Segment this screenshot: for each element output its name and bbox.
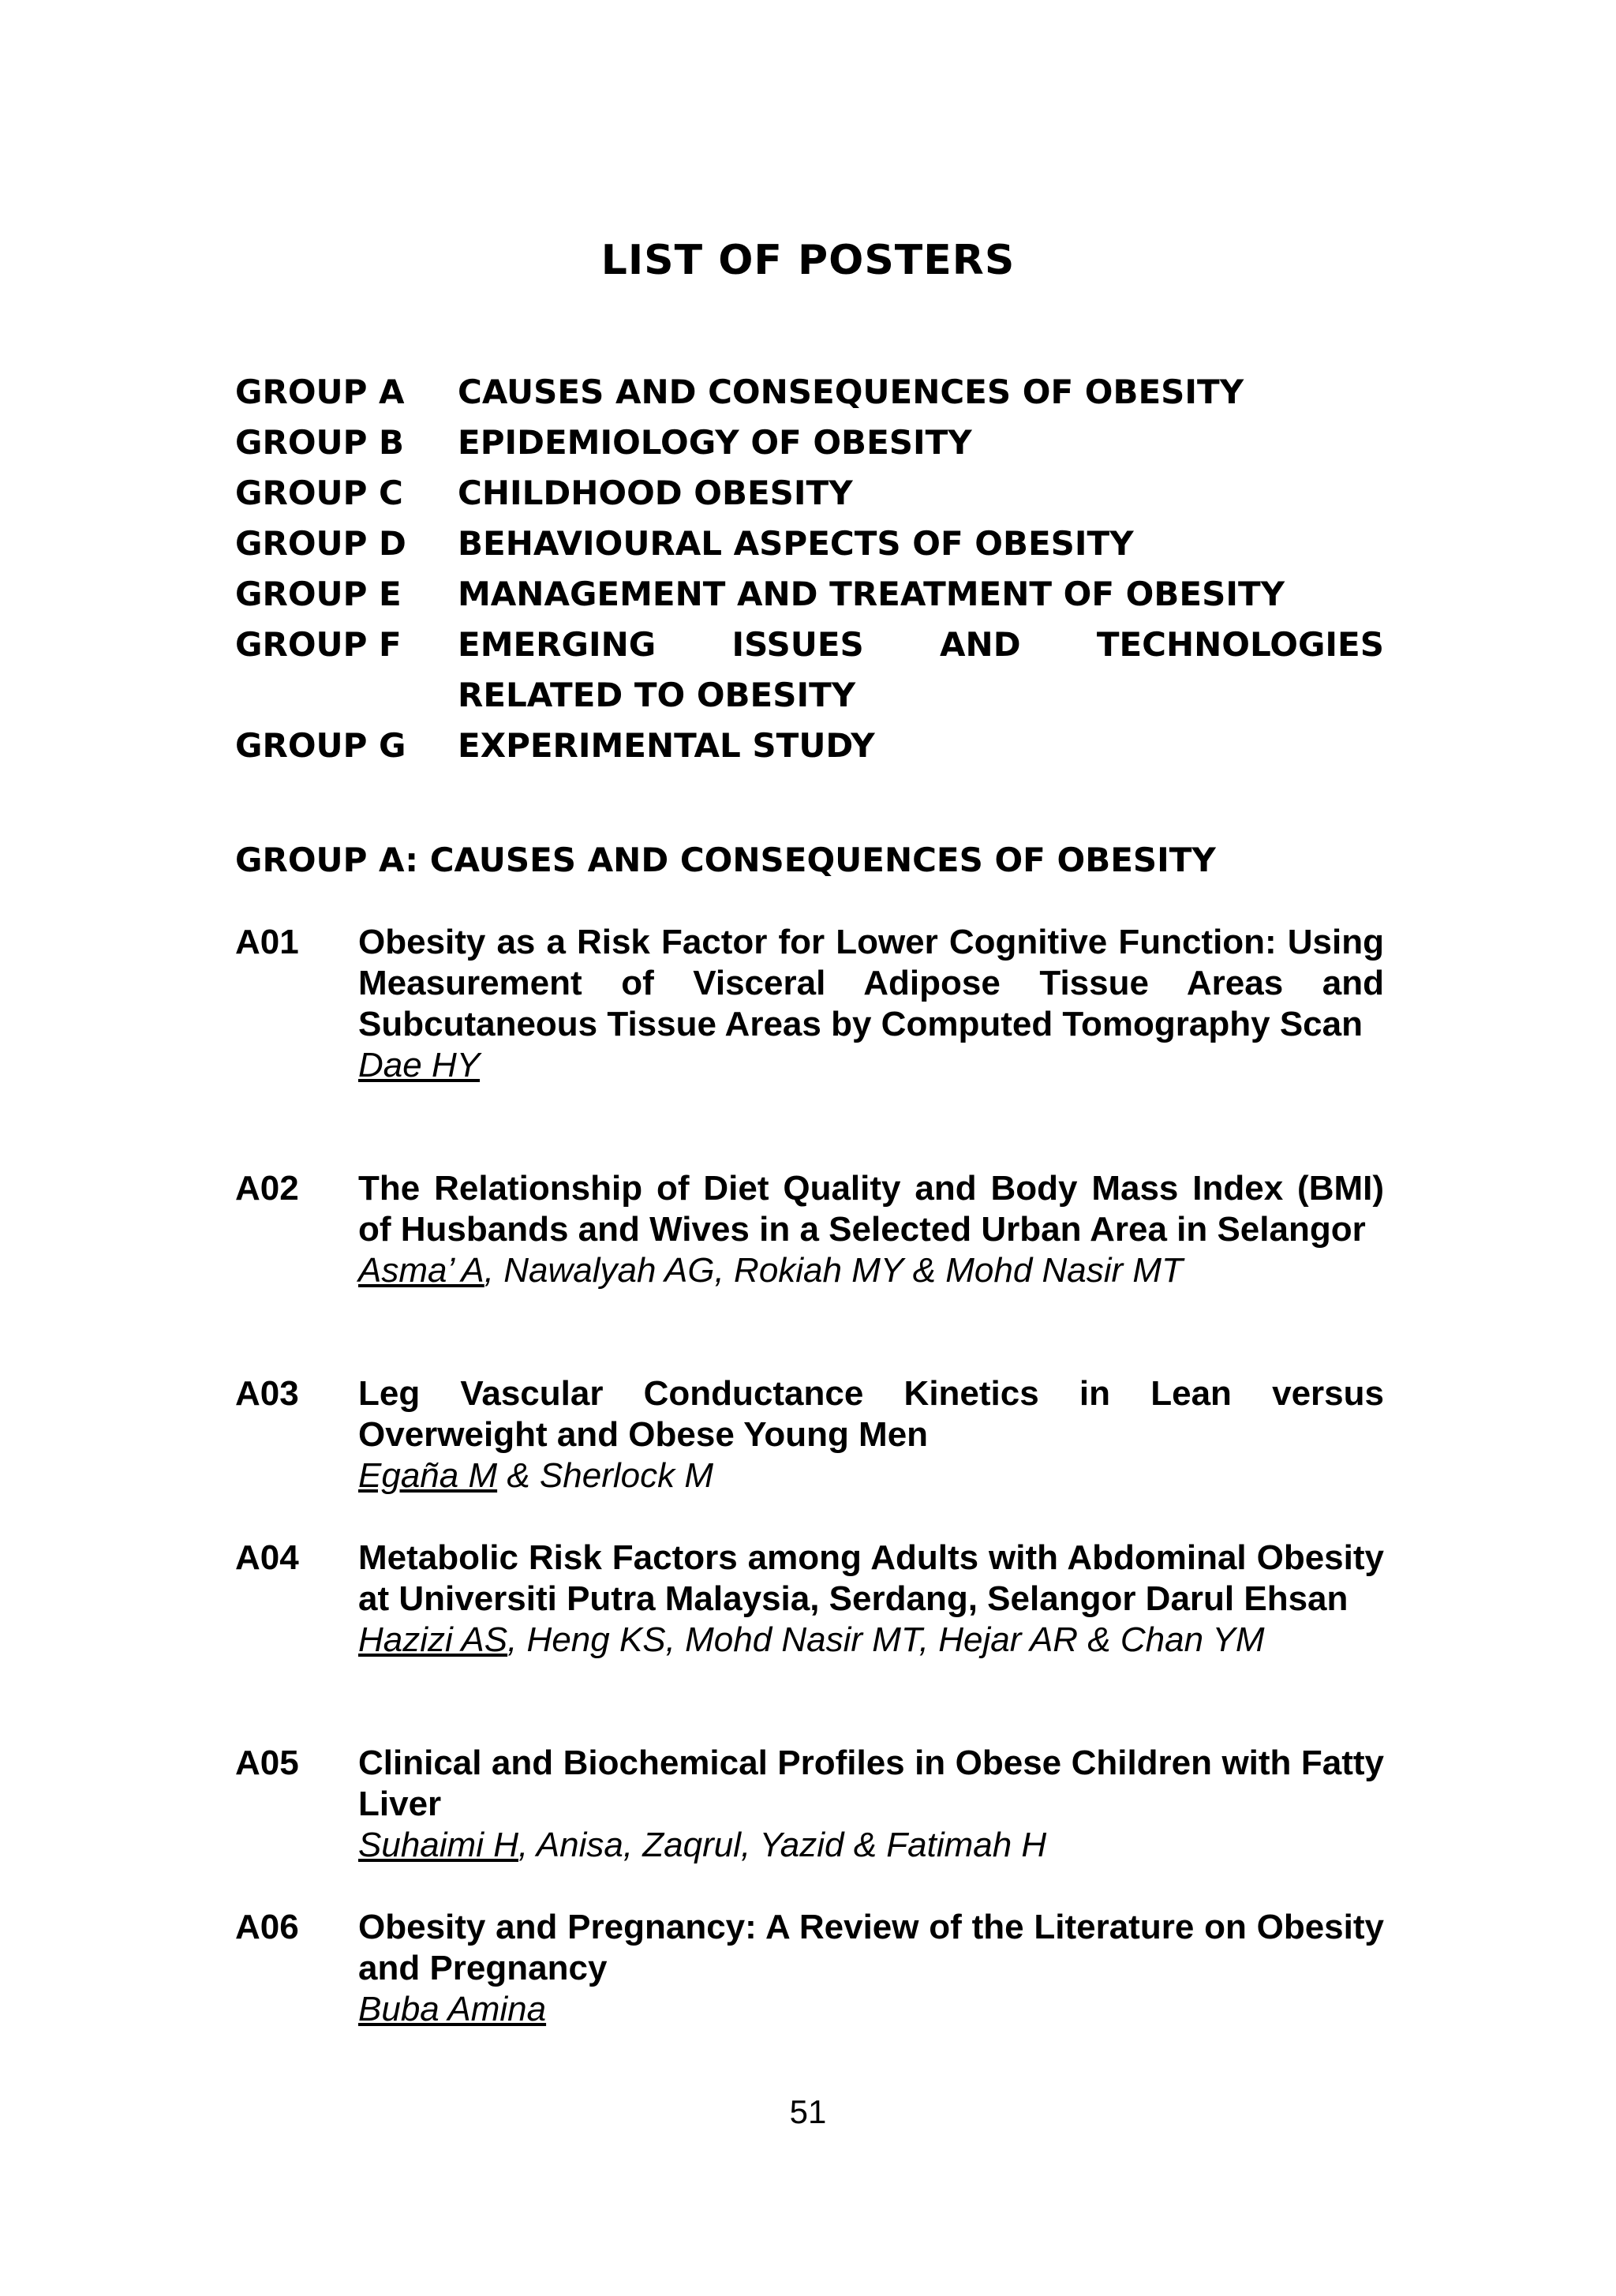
group-title: EXPERIMENTAL STUDY <box>458 726 875 765</box>
coauthor-names: , Nawalyah AG, Rokiah MY & Mohd Nasir MT <box>484 1251 1183 1290</box>
group-code-spacer <box>235 670 458 721</box>
poster-authors <box>358 1250 1384 1291</box>
group-title-line-2: RELATED TO OBESITY <box>458 676 856 714</box>
group-code: GROUP E <box>235 575 402 613</box>
group-code: GROUP G <box>235 726 406 765</box>
poster-body <box>358 922 1384 1086</box>
poster-code: A06 <box>235 1908 299 1946</box>
group-row-d <box>235 519 1384 569</box>
poster-authors <box>358 1045 1384 1086</box>
group-row-e <box>235 569 1384 620</box>
page-number: 51 <box>789 2093 827 2130</box>
group-code: GROUP A <box>235 373 405 411</box>
group-code: GROUP B <box>235 423 405 462</box>
group-row-b <box>235 418 1384 468</box>
presenter-name: Dae HY <box>358 1046 481 1084</box>
group-row-a <box>235 367 1384 418</box>
poster-entry-a06 <box>235 1907 1384 2030</box>
presenter-name: Buba Amina <box>358 1990 547 2028</box>
group-row-f <box>235 620 1384 670</box>
poster-authors <box>358 1620 1384 1661</box>
poster-entry-a03 <box>235 1373 1384 1496</box>
group-code: GROUP D <box>235 524 406 563</box>
poster-code: A05 <box>235 1744 299 1782</box>
presenter-name: Hazizi AS <box>358 1620 508 1659</box>
group-title: CAUSES AND CONSEQUENCES OF OBESITY <box>458 373 1244 411</box>
group-title: BEHAVIOURAL ASPECTS OF OBESITY <box>458 524 1134 563</box>
group-row-g <box>235 721 1384 771</box>
poster-title: Metabolic Risk Factors among Adults with Abdominal Obesity at Universiti Putra Malaysia, Serdang, Selangor Darul Ehsan <box>358 1538 1384 1618</box>
coauthor-names: , Anisa, Zaqrul, Yazid & Fatimah H <box>518 1826 1047 1864</box>
poster-code: A04 <box>235 1538 299 1577</box>
poster-body <box>358 1538 1384 1661</box>
group-title: CHILDHOOD OBESITY <box>458 474 853 512</box>
poster-code: A01 <box>235 923 299 961</box>
poster-entry-a01 <box>235 922 1384 1086</box>
coauthor-names: , Heng KS, Mohd Nasir MT, Hejar AR & Chan YM <box>507 1620 1265 1659</box>
poster-title: Leg Vascular Conductance Kinetics in Lean versus Overweight and Obese Young Men <box>358 1374 1384 1454</box>
group-code: GROUP F <box>235 625 402 664</box>
poster-body <box>358 1907 1384 2030</box>
poster-entry-a04 <box>235 1538 1384 1661</box>
poster-authors <box>358 1455 1384 1496</box>
poster-authors <box>358 1989 1384 2030</box>
poster-authors <box>358 1825 1384 1866</box>
poster-code: A03 <box>235 1374 299 1413</box>
poster-code: A02 <box>235 1169 299 1208</box>
group-row-c <box>235 468 1384 519</box>
group-title: EPIDEMIOLOGY OF OBESITY <box>458 423 972 462</box>
poster-body <box>358 1743 1384 1866</box>
group-row-f-continued <box>235 670 1384 721</box>
poster-title: The Relationship of Diet Quality and Body Mass Index (BMI) of Husbands and Wives in a Selected Urban Area in Selangor <box>358 1169 1384 1249</box>
section-heading: GROUP A: CAUSES AND CONSEQUENCES OF OBESITY <box>235 841 1216 879</box>
presenter-name: Asma’ A <box>358 1251 484 1290</box>
poster-body <box>358 1373 1384 1496</box>
group-list <box>235 367 1384 771</box>
presenter-name: Suhaimi H <box>358 1826 518 1864</box>
poster-body <box>358 1168 1384 1291</box>
group-code: GROUP C <box>235 474 403 512</box>
poster-entry-a02 <box>235 1168 1384 1291</box>
group-title: MANAGEMENT AND TREATMENT OF OBESITY <box>458 575 1285 613</box>
coauthor-names: & Sherlock M <box>497 1456 713 1495</box>
page-title: LIST OF POSTERS <box>600 237 1016 284</box>
poster-title: Obesity and Pregnancy: A Review of the Literature on Obesity and Pregnancy <box>358 1908 1384 1987</box>
group-title-line-1: EMERGING ISSUES AND TECHNOLOGIES <box>458 625 1384 664</box>
poster-title: Obesity as a Risk Factor for Lower Cognitive Function: Using Measurement of Visceral Adipose Tissue Areas and Subcutaneous Tissue Areas by Computed Tomography Scan <box>358 923 1384 1043</box>
presenter-name: Egaña M <box>358 1456 498 1495</box>
poster-entry-a05 <box>235 1743 1384 1866</box>
poster-title: Clinical and Biochemical Profiles in Obese Children with Fatty Liver <box>358 1744 1384 1823</box>
